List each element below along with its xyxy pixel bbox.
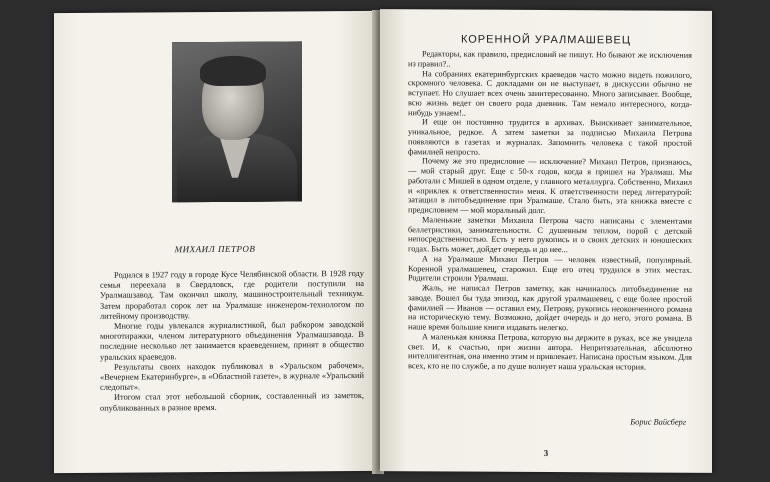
page-number: 3: [543, 447, 549, 459]
foreword-paragraph: И еще он постоянно трудится в архивах. Выискивает занимательное, уникальное, редкое. А затем заметки за подписью Михаила Петрова появляются в газетах и журналах. Запомнить человека с такой простой фамилией непросто.: [408, 117, 692, 157]
author-bio: [100, 269, 364, 414]
right-page: [380, 9, 712, 473]
bio-paragraph: Итогом стал этот небольшой сборник, составленный из заметок, опубликованных в разное время.: [100, 391, 364, 413]
foreword-paragraph: На собраниях екатеринбургских краеведов часто можно видеть пожилого, скромного человека. С докладами он не выступает, в дискуссии обычно не вступает. Но слушает всех очень заинтересованно. Много записывает. Вообще, всю жизнь ведет он своего рода дневник. Там немало интересного, когда-нибудь узнаем!..: [408, 68, 692, 118]
author-portrait: [172, 41, 302, 202]
foreword-paragraph: Маленькие заметки Михаила Петрова часто написаны с элементами беллетристики, занимательности. С душевным теплом, порой с детской непосредственностью. Есть у него рукопись и о своих детских и юношеских годах. Быть может, дойдет очередь и до нее...: [408, 215, 692, 255]
foreword-paragraph: Почему же это предисловие — исключение? Михаил Петров, признаюсь, — мой старый друг. Еще с 50-х годов, когда я пришел на Уралмаш. Мы работали с Мишей в одном отделе, у главного металлурга. Собственно, Михаил и «приклек к ответственности» меня. К ответственности перед литературой: затащил в литобъединение при Уралмаше. Стало быть, эта книжка вместе с предисловием — мой моральный долг.: [408, 156, 692, 215]
foreword-title: КОРЕННОЙ УРАЛМАШЕВЕЦ: [460, 33, 632, 47]
foreword-paragraph: Редакторы, как правило, предисловий не пишут. Но бывают же исключения из правил?..: [408, 49, 692, 69]
bio-paragraph: Многие годы увлекался журналистикой, был рабкором заводской многотиражки, членом литературного объединения Уралмашзавода. В последние несколько лет занимается краеведением, принят в общество уральских краеведов.: [100, 319, 364, 362]
foreword-signature: Борис Вайсберг: [630, 417, 686, 427]
author-name-heading: МИХАИЛ ПЕТРОВ: [174, 243, 256, 255]
foreword-text: [408, 49, 692, 372]
foreword-paragraph: А на Уралмаше Михаил Петров — человек известный, популярный. Коренной уралмашевец, старожил. Еще его отец трудился в этих местах. Родители строили Уралмаш.: [408, 254, 692, 284]
foreword-paragraph: А маленькая книжка Петрова, которую вы держите в руках, все же увидела свет. И, к счастью, при жизни автора. Непритязательная, абсолютно интеллигентная, она именно этим и привлекает. Написана простым языком. Для всех, кто не по службе, а по душе волнует наша уральская история.: [408, 332, 692, 372]
bio-paragraph: Родился в 1927 году в городе Кусе Челябинской области. В 1928 году семья переехала в Свердловск, где родители поступили на Уралмашзавод. Там окончил школу, машиностроительный техникум. Затем проработал сорок лет на Уралмаше инженером-технологом по литейному производству.: [100, 268, 364, 321]
foreword-paragraph: Жаль, не написал Петров заметку, как начиналось литобъединение на заводе. Вошел бы туда эпизод, как другой уралмашевец, с еще более простой фамилией — Иванов — оставил ему, Петрову, рукопись неоконченного романа на историческую тему. Возможно, дойдет очередь и до него, этого романа. В наше время большие книги издавать нелегко.: [408, 283, 692, 333]
bio-paragraph: Результаты своих находок публиковал в «Уральском рабочем», «Вечернем Екатеринбурге», в «Областной газете», в журнале «Уральский следопыт».: [100, 360, 364, 393]
left-page: [54, 11, 376, 473]
